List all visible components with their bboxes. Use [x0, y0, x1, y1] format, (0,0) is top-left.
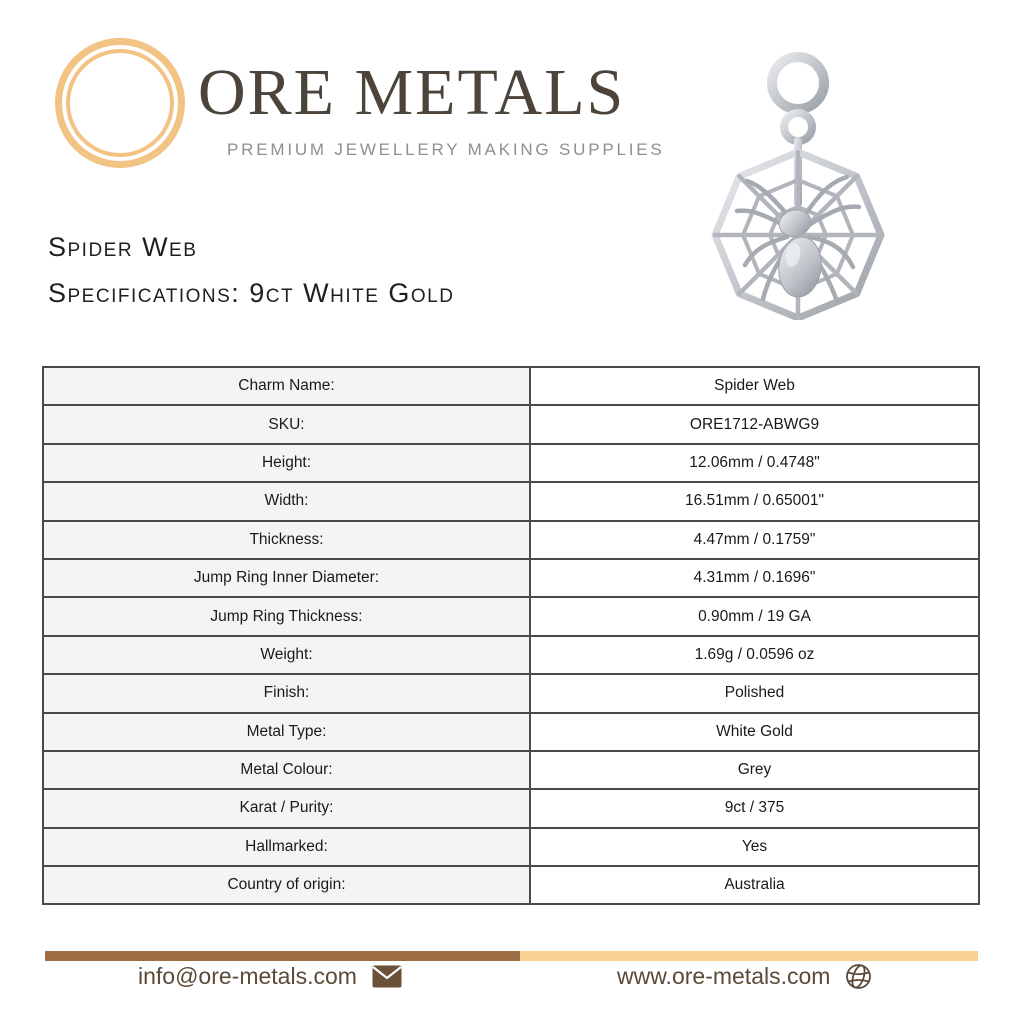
spec-value: 16.51mm / 0.65001" — [530, 482, 979, 520]
spec-label: Country of origin: — [43, 866, 530, 904]
spec-label: Jump Ring Thickness: — [43, 597, 530, 635]
spec-value: 9ct / 375 — [530, 789, 979, 827]
spec-table-body — [43, 367, 979, 904]
footer-website-link[interactable] — [617, 963, 872, 990]
spec-label: Thickness: — [43, 521, 530, 559]
table-row — [43, 636, 979, 674]
table-row — [43, 751, 979, 789]
table-row — [43, 597, 979, 635]
table-row — [43, 713, 979, 751]
table-row — [43, 828, 979, 866]
table-row — [43, 444, 979, 482]
footer-email-text: info@ore-metals.com — [138, 963, 357, 989]
table-row — [43, 405, 979, 443]
spec-value: Australia — [530, 866, 979, 904]
spec-value: 4.47mm / 0.1759" — [530, 521, 979, 559]
footer-website-text: www.ore-metals.com — [617, 963, 831, 989]
spec-label: SKU: — [43, 405, 530, 443]
footer-divider — [45, 951, 978, 961]
spec-value: ORE1712-ABWG9 — [530, 405, 979, 443]
spec-value: 0.90mm / 19 GA — [530, 597, 979, 635]
spec-label: Jump Ring Inner Diameter: — [43, 559, 530, 597]
spec-label: Charm Name: — [43, 367, 530, 405]
spec-label: Finish: — [43, 674, 530, 712]
spec-value: Grey — [530, 751, 979, 789]
spec-value: 4.31mm / 0.1696" — [530, 559, 979, 597]
divider-brown-segment — [45, 951, 520, 961]
spec-label: Karat / Purity: — [43, 789, 530, 827]
spec-label: Width: — [43, 482, 530, 520]
spec-label: Metal Colour: — [43, 751, 530, 789]
brand-name: ORE METALS — [198, 56, 626, 129]
product-image-spider-web-charm — [703, 45, 893, 320]
table-row — [43, 559, 979, 597]
spec-label: Metal Type: — [43, 713, 530, 751]
envelope-icon — [372, 965, 402, 988]
table-row — [43, 789, 979, 827]
table-row — [43, 521, 979, 559]
product-title-block — [48, 224, 454, 316]
spec-label: Weight: — [43, 636, 530, 674]
spec-value: Polished — [530, 674, 979, 712]
table-row — [43, 367, 979, 405]
footer-email-link[interactable] — [138, 963, 402, 990]
brand-tagline: PREMIUM JEWELLERY MAKING SUPPLIES — [227, 140, 665, 159]
spec-value: White Gold — [530, 713, 979, 751]
spec-value: 1.69g / 0.0596 oz — [530, 636, 979, 674]
spec-value: Yes — [530, 828, 979, 866]
globe-icon — [845, 963, 872, 990]
product-title: Spider Web — [48, 232, 198, 262]
spec-value: 12.06mm / 0.4748" — [530, 444, 979, 482]
product-subtitle: Specifications: 9ct White Gold — [48, 278, 455, 308]
brand-logo-rings — [55, 38, 185, 168]
divider-gold-segment — [520, 951, 978, 961]
spec-value: Spider Web — [530, 367, 979, 405]
table-row — [43, 866, 979, 904]
specifications-table — [42, 366, 980, 905]
spec-label: Height: — [43, 444, 530, 482]
spec-label: Hallmarked: — [43, 828, 530, 866]
table-row — [43, 482, 979, 520]
table-row — [43, 674, 979, 712]
